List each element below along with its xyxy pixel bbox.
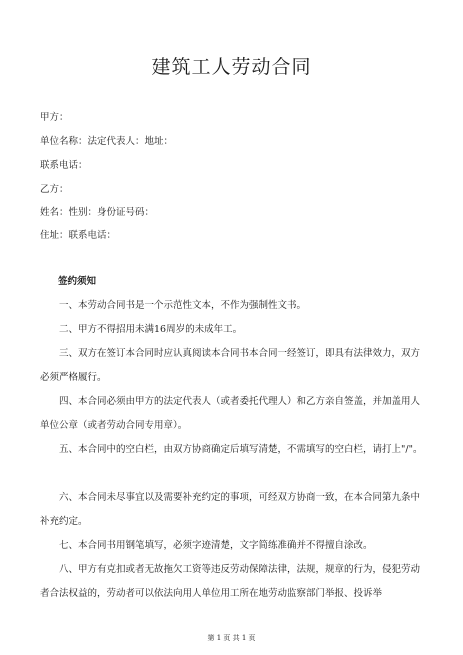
document-title: 建筑工人劳动合同 — [151, 56, 312, 78]
party-b-address-fields: 住址：联系电话： — [40, 230, 117, 241]
notice-paragraph-8: 八、甲方有克扣或者无故拖欠工资等违反劳动保障法律，法规，规章的行为，侵犯劳动者合法权益的，劳动者可以依法向用人单位用工所在地劳动监察部门举报、投诉举 — [40, 564, 421, 599]
notice-paragraph-1: 一、本劳动合同书是一个示范性文本，不作为强制性文书。 — [59, 300, 307, 311]
notice-paragraph-4: 四、本合同必须由甲方的法定代表人（或者委托代理人）和乙方亲自签盖，并加盖用人单位公章（或者劳动合同专用章）。 — [40, 396, 421, 431]
party-a-company-fields: 单位名称：法定代表人：地址： — [40, 136, 174, 147]
section-heading: 签约须知 — [58, 276, 97, 287]
notice-paragraph-3: 三、双方在签订本合同时应认真阅读本合同书本合同一经签订，即具有法律效力，双方必须严格履行。 — [40, 348, 421, 383]
notice-paragraph-5: 五、本合同中的空白栏，由双方协商确定后填写清楚，不需填写的空白栏，请打上"/"。 — [59, 444, 423, 455]
notice-paragraph-6: 六、本合同未尽事宜以及需要补充约定的事项，可经双方协商一致，在本合同第九条中补充约定。 — [40, 492, 421, 527]
notice-paragraph-2: 二、甲方不得招用未满16周岁的未成年工。 — [59, 324, 243, 335]
party-a-phone-field: 联系电话： — [40, 160, 88, 171]
page-footer: 第 1 页 共 1 页 — [207, 634, 256, 642]
notice-paragraph-7: 七、本合同书用钢笔填写，必须字迹清楚，文字简练准确并不得擅自涂改。 — [59, 540, 373, 551]
party-a-label: 甲方： — [40, 112, 69, 123]
party-b-label: 乙方： — [40, 184, 69, 195]
party-b-identity-fields: 姓名：性别：身份证号码： — [40, 207, 155, 218]
